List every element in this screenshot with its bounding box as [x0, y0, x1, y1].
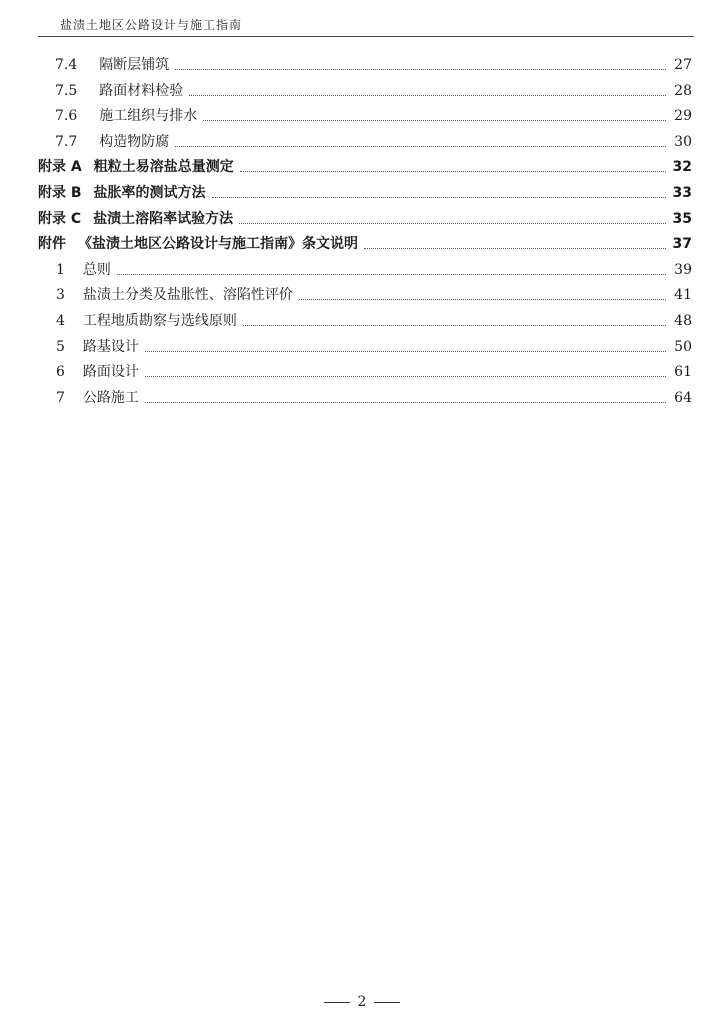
toc-entry-title: 隔断层铺筑	[99, 57, 170, 73]
toc-entry	[56, 257, 692, 279]
toc-entry-title: 施工组织与排水	[99, 108, 198, 125]
toc-entry-number: 7.7	[55, 133, 78, 150]
toc-leader-dots	[145, 401, 666, 403]
toc-entry-page: 27	[674, 57, 692, 73]
toc-leader-dots	[239, 222, 666, 224]
toc-entry-title: 路面材料检验	[99, 82, 184, 99]
toc-entry-number: 6	[56, 364, 65, 381]
toc-entry	[55, 103, 692, 125]
toc-entry-title: 路面设计	[82, 364, 139, 381]
toc-leader-dots	[175, 145, 666, 147]
toc-entry-title: 盐渍土分类及盐胀性、溶陷性评价	[82, 287, 293, 304]
toc-entry-page: 32	[672, 159, 692, 176]
toc-entry-title: 公路施工	[82, 389, 139, 406]
page-number: 2	[357, 994, 367, 1010]
toc-entry	[56, 385, 692, 407]
toc-entry-number: 7.4	[55, 57, 78, 73]
toc-entry-title: 粗粒土易溶盐总量测定	[93, 159, 234, 176]
toc-entry-number: 附录 A	[38, 159, 82, 176]
toc-entry	[56, 282, 692, 304]
toc-entry-title: 工程地质勘察与选线原则	[82, 313, 237, 329]
toc-entry	[38, 231, 692, 253]
toc-entry-page: 28	[674, 82, 692, 99]
toc-entry-number: 3	[56, 287, 65, 304]
page-header	[38, 12, 694, 37]
toc-leader-dots	[243, 324, 666, 326]
toc-entry-number: 附录 B	[38, 185, 82, 201]
toc-entry-title: 《盐渍土地区公路设计与施工指南》条文说明	[78, 236, 358, 253]
toc-entry-number: 5	[56, 338, 65, 355]
toc-entry-page: 64	[674, 389, 692, 406]
toc-leader-dots	[145, 375, 666, 377]
toc-entry-number: 附件	[38, 236, 66, 253]
toc-entry-number: 7.6	[55, 108, 78, 125]
toc-leader-dots	[240, 170, 666, 172]
toc-entry-number: 7	[56, 389, 65, 406]
toc-entry-number: 附录 C	[38, 210, 82, 227]
toc-entry	[56, 334, 692, 356]
toc-entry-page: 35	[672, 210, 692, 227]
page-footer	[0, 994, 724, 1010]
toc-entry	[55, 52, 692, 74]
toc-entry-page: 61	[674, 364, 692, 381]
toc-leader-dots	[364, 247, 666, 249]
toc-entry	[55, 129, 692, 151]
toc-leader-dots	[145, 350, 666, 352]
toc-leader-dots	[175, 68, 666, 70]
toc-entry-number: 7.5	[55, 82, 78, 99]
toc-leader-dots	[189, 94, 666, 96]
toc-entry-page: 50	[674, 338, 692, 355]
running-header-title: 盐渍土地区公路设计与施工指南	[60, 18, 243, 32]
toc-entry-number: 4	[56, 313, 65, 329]
toc-leader-dots	[299, 298, 666, 300]
toc-entry-page: 33	[672, 185, 692, 201]
toc-entry-page: 41	[674, 287, 692, 304]
toc-entry-title: 路基设计	[82, 338, 139, 355]
toc-entry	[56, 308, 692, 330]
toc-entry-page: 37	[672, 236, 692, 253]
footer-dash-left	[324, 1002, 350, 1003]
toc-leader-dots	[203, 119, 666, 121]
toc-entry-page: 39	[674, 261, 692, 278]
toc-entry-title: 盐渍土溶陷率试验方法	[93, 210, 234, 227]
toc-entry	[38, 180, 692, 202]
toc-entry-title: 构造物防腐	[99, 133, 170, 150]
toc-entry	[55, 78, 692, 100]
toc-leader-dots	[212, 196, 666, 198]
footer-dash-right	[374, 1002, 400, 1003]
toc-entry	[38, 154, 692, 176]
toc-entry-page: 30	[674, 133, 692, 150]
toc-entry-page: 29	[674, 108, 692, 125]
toc-entry-title: 盐胀率的测试方法	[93, 185, 206, 201]
toc-entry	[38, 206, 692, 228]
toc-leader-dots	[117, 273, 666, 275]
toc-entry-page: 48	[674, 313, 692, 329]
toc-entry-number: 1	[56, 261, 65, 278]
toc-entry	[56, 359, 692, 381]
toc-entry-title: 总则	[82, 261, 111, 278]
